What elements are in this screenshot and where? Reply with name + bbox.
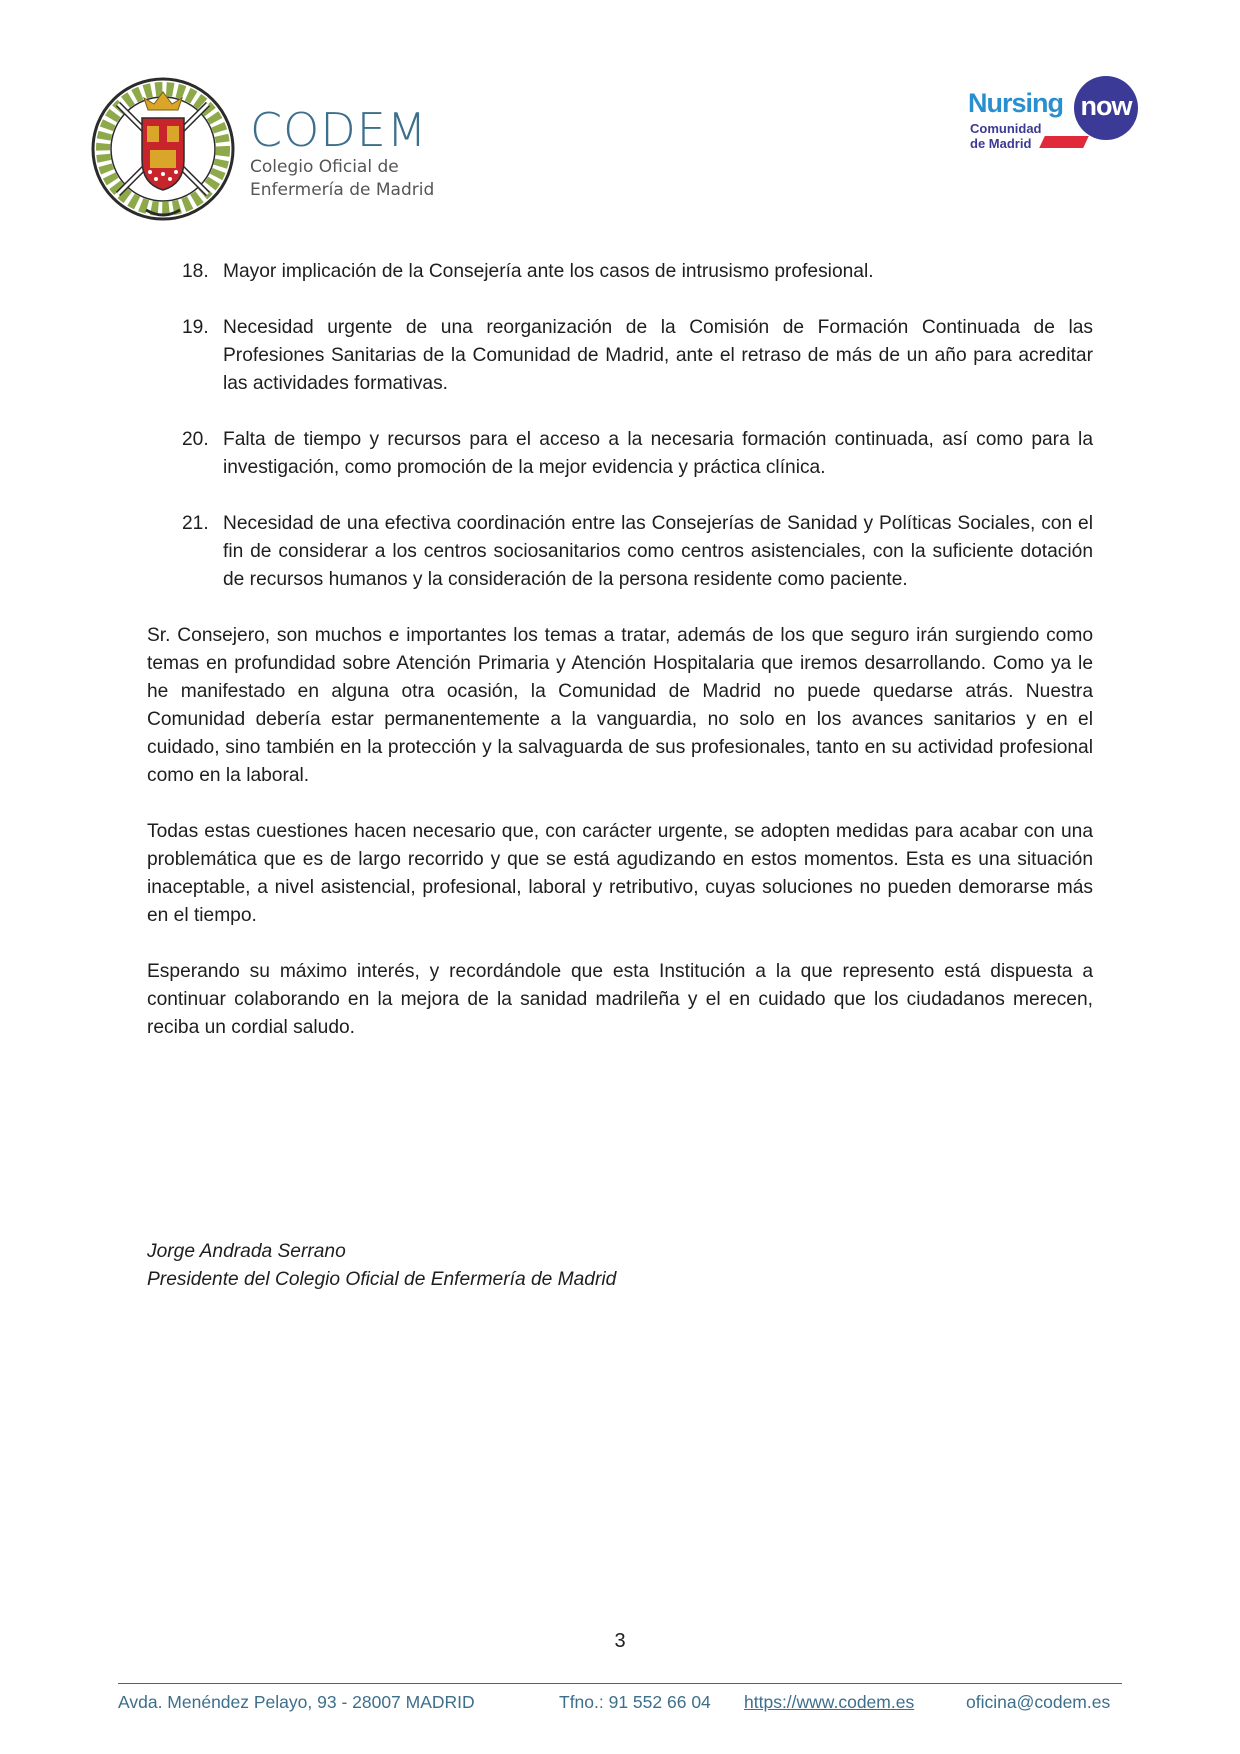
body-paragraph: Sr. Consejero, son muchos e importantes los temas a tratar, además de los que seguro irán surgiendo como temas en profundidad sobre Atención Primaria y Atención Hospitalaria que iremos desarrollando. Como ya le he manifestado en alguna otra ocasión, la Comunidad de Madrid no puede quedarse atrás. Nuestra Comunidad debería estar permanentemente a la vanguardia, no solo en los avances sanitarios y en el cuidado, sino también en la protección y la salvaguarda de sus profesionales, tanto en su actividad profesional como en la laboral. (147, 625, 1093, 786)
nursing-now-logo (968, 74, 1140, 158)
signatory-title: Presidente del Colegio Oficial de Enfermería de Madrid (147, 1269, 617, 1290)
list-item (147, 426, 1093, 482)
footer-email[interactable]: oficina@codem.es (966, 1692, 1111, 1712)
list-item (147, 510, 1093, 594)
codem-acronym: CODEM (250, 103, 428, 157)
list-item-number: 20. (182, 429, 209, 450)
footer-address: Avda. Menéndez Pelayo, 93 - 28007 MADRID (118, 1692, 475, 1712)
codem-line-2: Enfermería de Madrid (250, 180, 435, 200)
list-item-number: 19. (182, 317, 209, 338)
footer-phone: Tfno.: 91 552 66 04 (559, 1692, 711, 1712)
list-item (147, 258, 1093, 286)
footer (118, 1692, 1122, 1718)
letterhead (0, 0, 1240, 230)
footer-website-link[interactable]: https://www.codem.es (744, 1692, 915, 1712)
letter-body (147, 258, 1093, 1070)
nursing-now-word1: Nursing (968, 88, 1064, 118)
list-item-text: Falta de tiempo y recursos para el acceso a la necesaria formación continuada, así como para la investigación, como promoción de la mejor evidencia y práctica clínica. (223, 429, 1093, 478)
footer-divider (118, 1683, 1122, 1684)
list-item-text: Mayor implicación de la Consejería ante los casos de intrusismo profesional. (223, 261, 874, 282)
madrid-flag-icon (1039, 136, 1089, 148)
closing-paragraph: Esperando su máximo interés, y recordándole que esta Institución a la que represento está dispuesta a continuar colaborando en la mejora de la sanidad madrileña y el en cuidado que los ciudadanos merecen, reciba un cordial saludo. (147, 961, 1093, 1038)
nursing-now-region (970, 121, 1042, 151)
list-item-text: Necesidad urgente de una reorganización de la Comisión de Formación Continuada de las Profesiones Sanitarias de la Comunidad de Madrid, ante el retraso de más de un año para acreditar las actividades formativas. (223, 317, 1093, 394)
list-item-text: Necesidad de una efectiva coordinación entre las Consejerías de Sanidad y Políticas Sociales, con el fin de considerar a los centros sociosanitarios como centros asistenciales, con la suficiente dotación de recursos humanos y la consideración de la persona residente como paciente. (223, 513, 1093, 590)
nursing-now-region-line2: de Madrid (970, 136, 1032, 151)
nursing-now-word2: now (1074, 76, 1138, 140)
list-item-number: 18. (182, 261, 209, 282)
signatory-name: Jorge Andrada Serrano (147, 1241, 346, 1262)
body-paragraph: Todas estas cuestiones hacen necesario que, con carácter urgente, se adopten medidas para acabar con una problemática que es de largo recorrido y que se está agudizando en estos momentos. Esta es una situación inaceptable, a nivel asistencial, profesional, laboral y retributivo, cuyas soluciones no pueden demorarse más en el tiempo. (147, 821, 1093, 926)
nursing-now-region-line1: Comunidad (970, 121, 1042, 136)
signature-block (147, 1238, 616, 1294)
codem-line-1: Colegio Oficial de (250, 157, 399, 177)
list-item-number: 21. (182, 513, 209, 534)
list-item (147, 314, 1093, 398)
codem-crest-logo (88, 74, 238, 224)
page-number: 3 (614, 1630, 626, 1652)
codem-wordmark (250, 105, 434, 201)
